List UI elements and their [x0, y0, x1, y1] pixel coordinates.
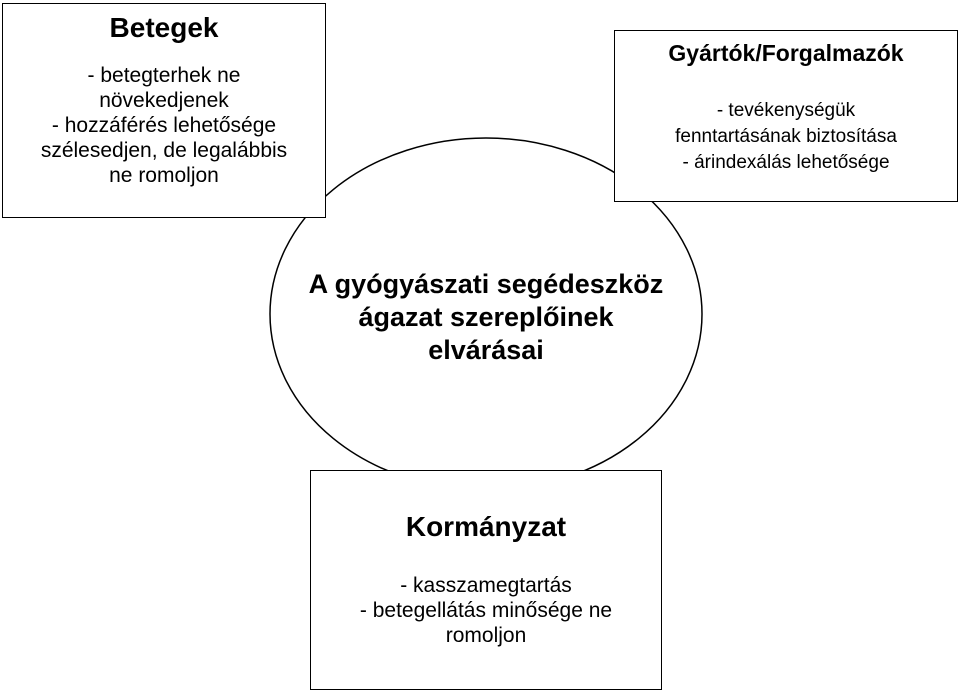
manufacturers-line: fenntartásának biztosítása	[675, 126, 897, 147]
government-line: - kasszamegtartás	[400, 574, 572, 597]
center-label-line: ágazat szereplőinek	[358, 302, 614, 332]
patients-line: szélesedjen, de legalábbis	[40, 139, 288, 162]
government-title: Kormányzat	[405, 511, 567, 542]
manufacturers-title: Gyártók/Forgalmazók	[668, 40, 904, 66]
patients-line: növekedjenek	[99, 89, 229, 112]
government-line: - betegellátás minősége ne	[359, 599, 613, 622]
center-label-line: A gyógyászati segédeszköz	[308, 269, 664, 299]
manufacturers-line: - tevékenységük	[716, 100, 856, 121]
center-label-line: elvárásai	[428, 335, 544, 365]
patients-title: Betegek	[109, 12, 219, 43]
government-line: romoljon	[445, 624, 527, 647]
patients-line: - hozzáférés lehetősége	[51, 114, 277, 137]
patients-line: ne romoljon	[109, 164, 219, 187]
patients-box	[2, 3, 326, 218]
government-box	[310, 470, 662, 690]
patients-line: - betegterhek ne	[87, 64, 241, 87]
manufacturers-line: - árindexálás lehetősége	[682, 152, 890, 173]
center-label	[270, 268, 702, 367]
manufacturers-box	[614, 30, 958, 202]
